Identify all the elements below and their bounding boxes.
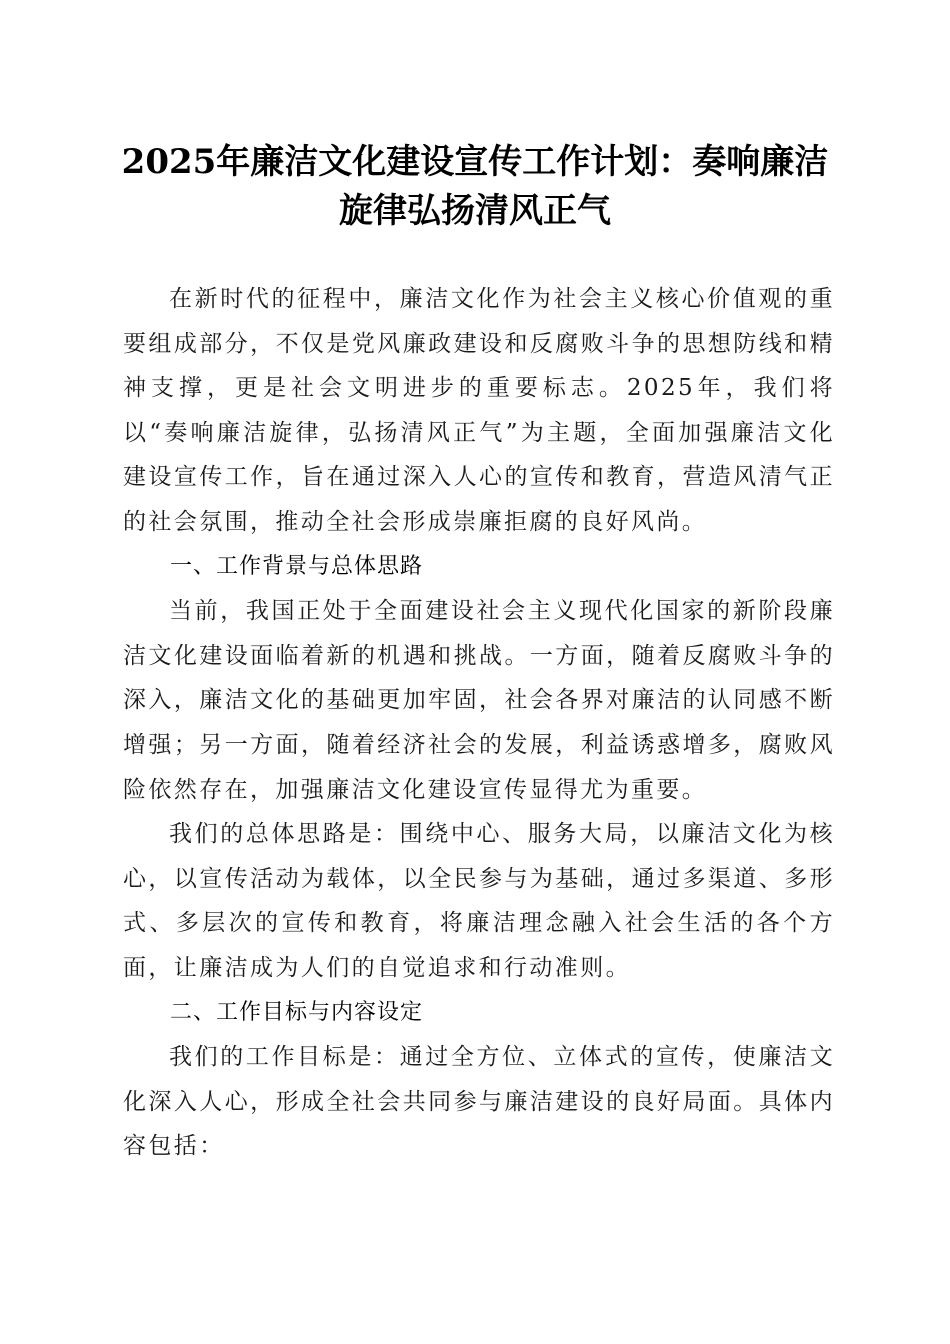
document-body (123, 277, 835, 1169)
document-title: 2025年廉洁文化建设宣传工作计划：奏响廉洁旋律弘扬清风正气 (121, 142, 829, 231)
approach-paragraph: 我们的总体思路是：围绕中心、服务大局，以廉洁文化为核心，以宣传活动为载体，以全民参与为基础，通过多渠道、多形式、多层次的宣传和教育，将廉洁理念融入社会生活的各个方面，让廉洁成为人们的自觉追求和行动准则。 (123, 821, 835, 981)
goals-paragraph: 我们的工作目标是：通过全方位、立体式的宣传，使廉洁文化深入人心，形成全社会共同参与廉洁建设的良好局面。具体内容包括： (123, 1044, 835, 1160)
section-heading-goals: 二、工作目标与内容设定 (170, 999, 424, 1025)
background-paragraph: 当前，我国正处于全面建设社会主义现代化国家的新阶段廉洁文化建设面临着新的机遇和挑战。一方面，随着反腐败斗争的深入，廉洁文化的基础更加牢固，社会各界对廉洁的认同感不断增强；另一方面，随着经济社会的发展，利益诱惑增多，腐败风险依然存在，加强廉洁文化建设宣传显得尤为重要。 (123, 598, 835, 803)
intro-paragraph: 在新时代的征程中，廉洁文化作为社会主义核心价值观的重要组成部分，不仅是党风廉政建设和反腐败斗争的思想防线和精神支撑，更是社会文明进步的重要标志。2025年，我们将以“奏响廉洁旋律，弘扬清风正气”为主题，全面加强廉洁文化建设宣传工作，旨在通过深入人心的宣传和教育，营造风清气正的社会氛围，推动全社会形成崇廉拒腐的良好风尚。 (123, 286, 835, 535)
section-heading-background: 一、工作背景与总体思路 (170, 553, 424, 579)
